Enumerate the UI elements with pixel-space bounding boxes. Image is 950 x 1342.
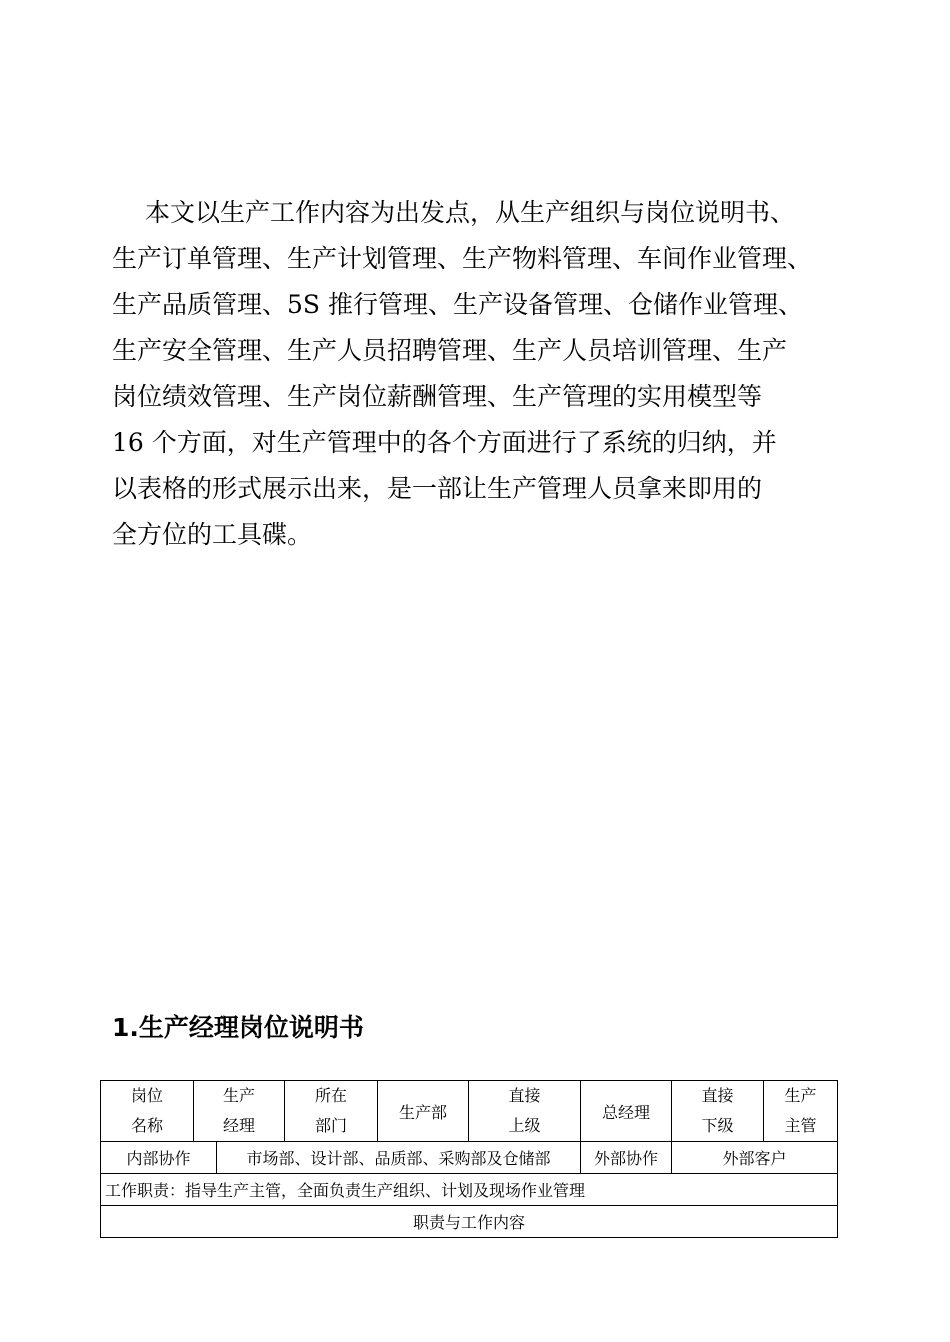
intro-line: 岗位绩效管理、生产岗位薪酬管理、生产管理的实用模型等 xyxy=(112,382,763,411)
section-title: 1.生产经理岗位说明书 xyxy=(112,1013,364,1042)
internal-collab-label-cell: 内部协作 xyxy=(101,1142,217,1174)
duties-header-cell: 职责与工作内容 xyxy=(101,1206,838,1238)
intro-line: 生产订单管理、生产计划管理、生产物料管理、车间作业管理、 xyxy=(112,244,813,273)
department-value-cell: 生产部 xyxy=(378,1081,469,1142)
intro-line: 生产安全管理、生产人员招聘管理、生产人员培训管理、生产 xyxy=(112,336,788,365)
table-row xyxy=(101,1142,838,1174)
intro-line: 生产品质管理、5S 推行管理、生产设备管理、仓储作业管理、 xyxy=(112,290,803,319)
position-name-value-cell: 生产 经理 xyxy=(194,1081,285,1142)
position-name-label-cell: 岗位 名称 xyxy=(101,1081,194,1142)
direct-superior-value-cell: 总经理 xyxy=(581,1081,672,1142)
duties-summary-cell: 工作职责：指导生产主管，全面负责生产组织、计划及现场作业管理 xyxy=(101,1174,838,1206)
direct-subordinate-value-cell: 生产 主管 xyxy=(764,1081,838,1142)
table-row xyxy=(101,1081,838,1142)
intro-line: 以表格的形式展示出来，是一部让生产管理人员拿来即用的 xyxy=(112,474,763,503)
internal-collab-value-cell: 市场部、设计部、品质部、采购部及仓储部 xyxy=(217,1142,581,1174)
table-row xyxy=(101,1206,838,1238)
direct-subordinate-label-cell: 直接 下级 xyxy=(672,1081,764,1142)
direct-superior-label-cell: 直接 上级 xyxy=(469,1081,581,1142)
intro-paragraph xyxy=(112,190,854,558)
external-collab-value-cell: 外部客户 xyxy=(672,1142,838,1174)
external-collab-label-cell: 外部协作 xyxy=(581,1142,672,1174)
department-label-cell: 所在 部门 xyxy=(285,1081,378,1142)
intro-line: 全方位的工具碟。 xyxy=(112,520,313,549)
table-row xyxy=(101,1174,838,1206)
intro-line: 本文以生产工作内容为出发点，从生产组织与岗位说明书、 xyxy=(145,198,796,227)
job-description-table xyxy=(100,1080,838,1238)
intro-line: 16 个方面，对生产管理中的各个方面进行了系统的归纳，并 xyxy=(112,428,777,457)
